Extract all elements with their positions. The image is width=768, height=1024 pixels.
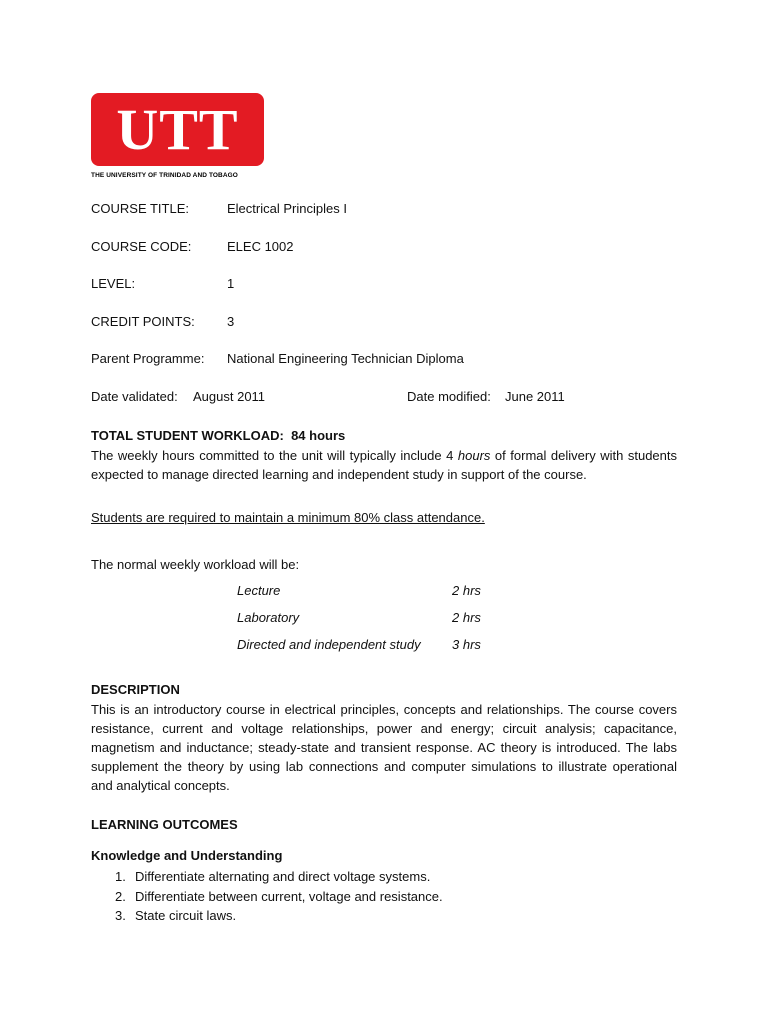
field-label: COURSE CODE: bbox=[91, 239, 192, 254]
field-value: Electrical Principles I bbox=[227, 201, 347, 216]
knowledge-subheading: Knowledge and Understanding bbox=[91, 848, 283, 863]
logo-subtitle: THE UNIVERSITY OF TRINIDAD AND TOBAGO bbox=[91, 172, 238, 179]
list-item bbox=[91, 906, 671, 926]
list-text: Differentiate alternating and direct voltage systems. bbox=[135, 869, 431, 884]
workload-hours: 84 hours bbox=[291, 428, 346, 443]
workload-item bbox=[237, 610, 537, 626]
list-text: State circuit laws. bbox=[135, 908, 237, 923]
workload-hours-value: 3 hrs bbox=[452, 637, 481, 652]
dates-row bbox=[91, 389, 691, 405]
field-label: CREDIT POINTS: bbox=[91, 314, 195, 329]
attendance-note: Students are required to maintain a minimum 80% class attendance. bbox=[91, 510, 485, 525]
list-item bbox=[91, 867, 671, 887]
list-number: 1. bbox=[115, 869, 126, 884]
workload-heading bbox=[91, 428, 345, 443]
workload-text-end: of formal delivery with students expected to manage directed learning and independent study in support of the course. bbox=[91, 448, 677, 482]
workload-item bbox=[237, 583, 537, 599]
date-modified-label: Date modified: bbox=[407, 389, 491, 404]
learning-outcomes-list bbox=[91, 867, 671, 926]
field-value: 3 bbox=[227, 314, 235, 329]
workload-activity: Laboratory bbox=[237, 610, 300, 625]
workload-activity: Directed and independent study bbox=[237, 637, 421, 652]
workload-text-emphasis: hours bbox=[457, 448, 491, 463]
description-paragraph: This is an introductory course in electrical principles, concepts and relationships. The course covers resistance, current and voltage relationships, power and energy; circuit analysis; capacitance, magnetism and inductance; steady-state and transient response. AC theory is introduced. The labs supplement the theory by using lab connections and computer simulations to illustrate operational and analytical concepts. bbox=[91, 702, 677, 793]
field-label: LEVEL: bbox=[91, 276, 136, 291]
workload-activity: Lecture bbox=[237, 583, 281, 598]
date-validated-label: Date validated: bbox=[91, 389, 178, 404]
list-number: 3. bbox=[115, 908, 126, 923]
field-value: National Engineering Technician Diploma bbox=[227, 351, 464, 366]
field-value: 1 bbox=[227, 276, 235, 291]
list-number: 2. bbox=[115, 888, 126, 904]
date-modified-value: June 2011 bbox=[505, 389, 565, 404]
field-label: COURSE TITLE: bbox=[91, 201, 190, 216]
normal-workload-intro: The normal weekly workload will be: bbox=[91, 557, 300, 572]
workload-heading-label: TOTAL STUDENT WORKLOAD: bbox=[91, 428, 284, 443]
workload-paragraph bbox=[91, 446, 677, 484]
workload-hours-value: 2 hrs bbox=[452, 610, 481, 625]
list-item bbox=[91, 887, 671, 907]
utt-logo bbox=[91, 93, 264, 166]
workload-text-start: The weekly hours committed to the unit will typically include 4 bbox=[91, 448, 458, 463]
logo-text: UTT bbox=[116, 96, 239, 162]
date-validated-value: August 2011 bbox=[193, 389, 266, 404]
workload-hours-value: 2 hrs bbox=[452, 583, 481, 598]
workload-item bbox=[237, 637, 537, 653]
field-label: Parent Programme: bbox=[91, 351, 205, 366]
list-text: Differentiate between current, voltage and resistance. bbox=[135, 888, 443, 904]
learning-outcomes-heading: LEARNING OUTCOMES bbox=[91, 817, 238, 832]
description-heading: DESCRIPTION bbox=[91, 682, 180, 697]
field-value: ELEC 1002 bbox=[227, 239, 294, 254]
